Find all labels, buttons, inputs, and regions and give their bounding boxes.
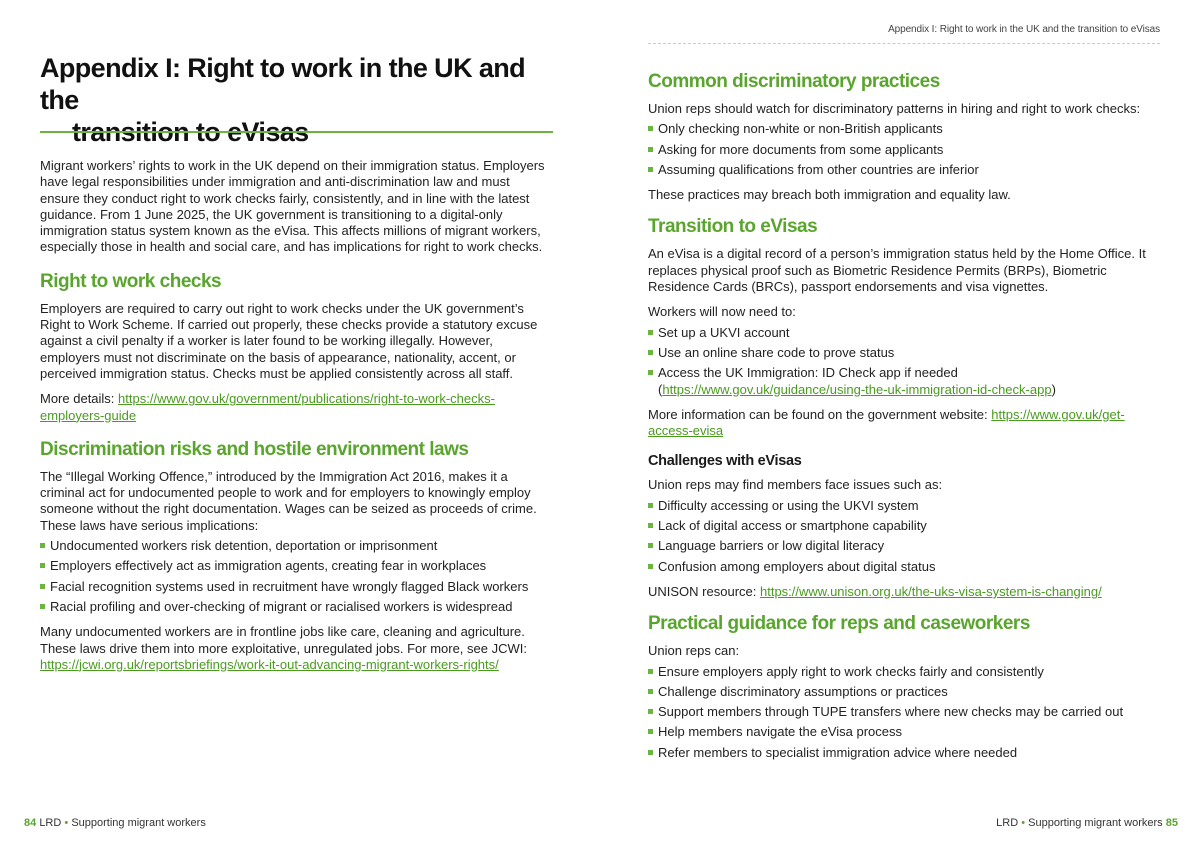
page-title-line1: Appendix I: Right to work in the UK and the bbox=[40, 53, 526, 115]
bullet-list bbox=[648, 121, 1160, 178]
square-bullet-icon bbox=[648, 689, 653, 694]
list-item-text: Use an online share code to prove status bbox=[658, 344, 895, 360]
section-intro: Union reps can: bbox=[648, 643, 740, 659]
publisher: LRD bbox=[39, 817, 62, 829]
list-item-text: Assuming qualifications from other countries are inferior bbox=[658, 161, 979, 177]
square-bullet-icon bbox=[40, 543, 45, 548]
square-bullet-icon bbox=[648, 564, 653, 569]
more-info-label: More information can be found on the government website: bbox=[648, 406, 992, 422]
square-bullet-icon bbox=[648, 729, 653, 734]
list-item-text: Ensure employers apply right to work checks fairly and consistently bbox=[658, 663, 1044, 679]
square-bullet-icon bbox=[648, 669, 653, 674]
publisher: LRD bbox=[996, 817, 1019, 829]
section-body: Employers are required to carry out right to work checks under the UK government’s Right to Work Scheme. If carried out properly, these checks provide a statutory excuse against a civil penalty if a worker is later found to be working illegally. However, employers must not discriminate on the basis of appearance, nationality, accent, or perceived immigration status. Checks must be applied consistently across all staff. bbox=[40, 300, 538, 381]
square-bullet-icon bbox=[648, 167, 653, 172]
section-heading: Transition to eVisas bbox=[648, 216, 818, 238]
page-number: 85 bbox=[1165, 817, 1178, 829]
list-item bbox=[40, 579, 552, 595]
page-title-line2: transition to eVisas bbox=[72, 117, 309, 147]
title-divider bbox=[40, 131, 553, 133]
section-heading: Common discriminatory practices bbox=[648, 71, 940, 92]
unison-resource-link[interactable]: https://www.unison.org.uk/the-uks-visa-system-is-changing/ bbox=[759, 583, 1102, 599]
running-head-divider bbox=[648, 43, 1160, 44]
section-heading: Discrimination risks and hostile environment laws bbox=[40, 438, 469, 460]
list-item-text: Only checking non-white or non-British applicants bbox=[658, 121, 943, 137]
list-item-text: Help members navigate the eVisa process bbox=[658, 724, 902, 740]
bullet-list bbox=[648, 664, 1160, 761]
subsection-heading: Challenges with eVisas bbox=[648, 453, 802, 470]
list-item bbox=[648, 365, 1160, 398]
left-footer bbox=[24, 817, 206, 829]
publication-title: Supporting migrant workers bbox=[1028, 817, 1163, 829]
bullet-list bbox=[40, 538, 552, 615]
list-item-text: Confusion among employers about digital status bbox=[658, 558, 936, 574]
resource-line bbox=[648, 584, 1160, 600]
square-bullet-icon bbox=[648, 350, 653, 355]
list-item-text: Refer members to specialist immigration advice where needed bbox=[658, 744, 1018, 760]
list-item bbox=[648, 745, 1160, 761]
section-challenges-with-evisas bbox=[648, 451, 1160, 600]
list-item-text: Lack of digital access or smartphone capability bbox=[658, 518, 927, 534]
list-item bbox=[648, 559, 1160, 575]
section-body: An eVisa is a digital record of a person’s immigration status held by the Home Office. It replaces physical proof such as Biometric Residence Permits (BRPs), Biometric Residence Cards (BRCs), passport endorsements and visa vignettes. bbox=[648, 246, 1146, 295]
square-bullet-icon bbox=[648, 147, 653, 152]
list-item-text: Access the UK Immigration: ID Check app if needed ( bbox=[658, 365, 958, 397]
square-bullet-icon bbox=[648, 543, 653, 548]
section-discrimination-risks bbox=[40, 438, 552, 673]
list-item bbox=[648, 121, 1160, 137]
list-item-text: Asking for more documents from some applicants bbox=[658, 141, 944, 157]
section-intro: Union reps should watch for discriminatory patterns in hiring and right to work checks: bbox=[648, 101, 1141, 116]
left-column bbox=[40, 158, 552, 682]
square-bullet-icon bbox=[40, 563, 45, 568]
running-head: Appendix I: Right to work in the UK and the transition to eVisas bbox=[888, 24, 1160, 35]
bullet-dot-icon: • bbox=[64, 817, 69, 829]
more-info-line bbox=[648, 407, 1160, 440]
square-bullet-icon bbox=[40, 584, 45, 589]
right-column bbox=[648, 70, 1160, 770]
more-details-line bbox=[40, 391, 552, 424]
section-practical-guidance bbox=[648, 612, 1160, 761]
id-check-app-link[interactable]: https://www.gov.uk/guidance/using-the-uk-immigration-id-check-app bbox=[662, 381, 1052, 397]
section-heading: Right to work checks bbox=[40, 270, 222, 292]
square-bullet-icon bbox=[648, 523, 653, 528]
list-item-text: Difficulty accessing or using the UKVI system bbox=[658, 497, 919, 513]
list-item bbox=[648, 162, 1160, 178]
section-intro: Union reps may find members face issues such as: bbox=[648, 477, 943, 493]
list-item bbox=[648, 538, 1160, 554]
list-item-text: Support members through TUPE transfers where new checks may be carried out bbox=[658, 704, 1124, 720]
square-bullet-icon bbox=[40, 604, 45, 609]
list-item bbox=[40, 558, 552, 574]
list-item bbox=[648, 142, 1160, 158]
square-bullet-icon bbox=[648, 750, 653, 755]
bullet-list bbox=[648, 498, 1160, 575]
square-bullet-icon bbox=[648, 330, 653, 335]
list-item-text: Language barriers or low digital literacy bbox=[658, 538, 885, 554]
more-details-label: More details: bbox=[40, 391, 119, 407]
list-item-text: Undocumented workers risk detention, deportation or imprisonment bbox=[50, 538, 438, 554]
resource-label: UNISON resource: bbox=[648, 583, 760, 599]
square-bullet-icon bbox=[648, 370, 653, 375]
square-bullet-icon bbox=[648, 503, 653, 508]
bullet-dot-icon: • bbox=[1021, 817, 1026, 829]
square-bullet-icon bbox=[648, 709, 653, 714]
list-item bbox=[648, 724, 1160, 740]
closing-text: Many undocumented workers are in frontline jobs like care, cleaning and agriculture. These laws drive them into more exploitative, unregulated jobs. For more, see JCWI: bbox=[40, 624, 527, 656]
list-item-text: Racial profiling and over-checking of migrant or racialised workers is widespread bbox=[50, 598, 513, 614]
right-footer bbox=[996, 817, 1178, 829]
list-item-text: Challenge discriminatory assumptions or practices bbox=[658, 683, 948, 699]
section-transition-to-evisas bbox=[648, 215, 1160, 439]
list-item bbox=[648, 684, 1160, 700]
list-item bbox=[648, 345, 1160, 361]
list-item-text: Employers effectively act as immigration agents, creating fear in workplaces bbox=[50, 558, 487, 574]
list-item-suffix: ) bbox=[1051, 381, 1056, 397]
jcwi-link[interactable]: https://jcwi.org.uk/reportsbriefings/work-it-out-advancing-migrant-workers-rights/ bbox=[40, 656, 499, 672]
section-closing: These practices may breach both immigration and equality law. bbox=[648, 187, 1011, 203]
square-bullet-icon bbox=[648, 126, 653, 131]
rtw-guide-link[interactable]: https://www.gov.uk/government/publications/right-to-work-checks-employers-guide bbox=[40, 391, 495, 423]
list-item bbox=[648, 498, 1160, 514]
get-access-evisa-link[interactable]: https://www.gov.uk/get-access-evisa bbox=[648, 406, 1125, 439]
publication-title: Supporting migrant workers bbox=[71, 817, 206, 829]
page-title bbox=[40, 52, 552, 148]
list-item-text: Set up a UKVI account bbox=[658, 324, 790, 340]
right-page bbox=[600, 0, 1200, 852]
intro-paragraph: Migrant workers’ rights to work in the UK depend on their immigration status. Employers have legal responsibilities under immigration and anti-discrimination law and must ensure they conduct right to work checks fairly, consistently, and in line with the latest guidance. From 1 June 2025, the UK government is transitioning to a digital-only immigration status system known as the eVisa. This affects millions of migrant workers, especially those in health and social care, and has implications for right to work checks. bbox=[40, 158, 545, 255]
section-heading: Practical guidance for reps and caseworkers bbox=[648, 613, 1030, 635]
list-item bbox=[40, 538, 552, 554]
list-item-text: Facial recognition systems used in recruitment have wrongly flagged Black workers bbox=[50, 578, 529, 594]
list-item bbox=[648, 664, 1160, 680]
bullet-list bbox=[648, 325, 1160, 398]
list-item bbox=[648, 704, 1160, 720]
page-number: 84 bbox=[24, 817, 37, 829]
section-right-to-work-checks bbox=[40, 270, 552, 424]
list-item bbox=[648, 518, 1160, 534]
list-item bbox=[40, 599, 552, 615]
list-item bbox=[648, 325, 1160, 341]
section-intro: Workers will now need to: bbox=[648, 304, 796, 320]
closing-paragraph bbox=[40, 624, 552, 673]
section-body: The “Illegal Working Offence,” introduced by the Immigration Act 2016, makes it a criminal act for undocumented people to work and for employers to knowingly employ someone without the right documentation. Wages can be seized as proceeds of crime. These laws have serious implications: bbox=[40, 468, 537, 533]
section-common-discriminatory-practices bbox=[648, 70, 1160, 203]
